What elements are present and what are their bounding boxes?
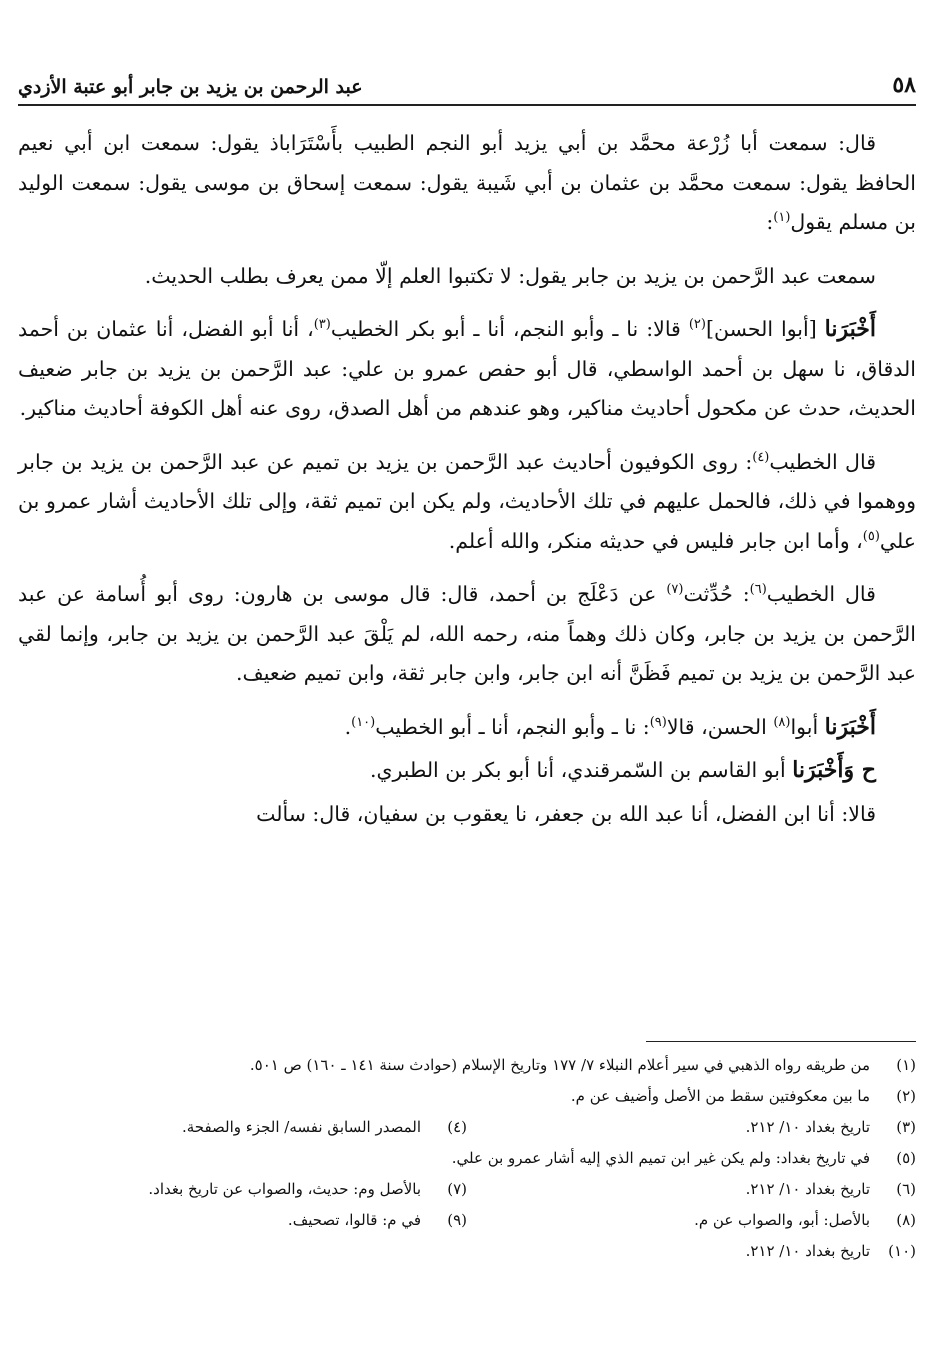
footnotes	[18, 1050, 916, 1267]
footnote-9: (٩) في م: قالوا، تصحيف.	[287, 1211, 467, 1229]
footnote-ref[interactable]: (١)	[773, 210, 791, 226]
footnote-ref[interactable]: (٦)	[749, 582, 767, 598]
page-number: ٥٨	[892, 72, 916, 98]
main-text	[18, 124, 916, 848]
page-header	[18, 58, 916, 106]
footnote-7: (٧) بالأصل وم: حديث، والصواب عن تاريخ بغداد.	[148, 1180, 467, 1198]
footnote-row	[18, 1205, 916, 1236]
footnote-row	[18, 1143, 916, 1174]
running-title: عبد الرحمن بن يزيد بن جابر أبو عتبة الأزدي	[18, 76, 363, 98]
footnote-row	[18, 1174, 916, 1205]
footnote-row	[18, 1236, 916, 1267]
footnote-separator	[646, 1041, 916, 1042]
footnote-10: (١٠) تاريخ بغداد ١٠/ ٢١٢.	[745, 1242, 916, 1260]
footnote-4: (٤) المصدر السابق نفسه/ الجزء والصفحة.	[181, 1118, 467, 1136]
footnote-ref[interactable]: (٣)	[313, 317, 331, 333]
footnote-3: (٣) تاريخ بغداد ١٠/ ٢١٢.	[745, 1118, 916, 1136]
footnote-ref[interactable]: (٤)	[752, 449, 770, 465]
footnote-ref[interactable]: (٨)	[773, 714, 791, 730]
paragraph: قال الخطيب$^{(٦)}$: حُدِّثت$^{(٧)}$ عن دَعْلَج بن أحمد، قال: قال موسى بن هارون: روى أبو أُسامة عن عبد الرَّحمن بن يزيد بن جابر، وكان ذلك وهماً منه، رحمه الله، لم يَلْقَ عبد الرَّحمن بن يزيد بن جابر، وإنما لقي عبد الرَّحمن بن يزيد بن تميم فَظَنَّ أنه ابن جابر، وابن جابر ثقة، وابن تميم ضعيف.	[18, 582, 916, 685]
footnote-2: (٢) ما بين معكوفتين سقط من الأصل وأضيف عن م.	[570, 1087, 916, 1105]
footnote-1: (١) من طريقه رواه الذهبي في سير أعلام النبلاء ٧/ ١٧٧ وتاريخ الإسلام (حوادث سنة ١٤١ ـ ١٦٠) ص ٥٠١.	[249, 1056, 916, 1074]
paragraph: ح وَأَخْبَرَنا أبو القاسم بن السّمرقندي، أنا أبو بكر بن الطبري.	[369, 757, 876, 783]
footnote-ref[interactable]: (٢)	[688, 317, 706, 333]
paragraph: قال: سمعت أبا زُرْعة محمَّد بن أبي يزيد أبو النجم الطبيب بأَسْتَرَاباذ يقول: سمعت ابن أبي نعيم الحافظ يقول: سمعت محمَّد بن عثمان بن أبي شَيبة يقول: سمعت إسحاق بن موسى يقول: سمعت الوليد بن مسلم يقول$^{(١)}$:	[18, 131, 916, 234]
paragraph: أَخْبَرَنا [أبوا الحسن]$^{(٢)}$ قالا: نا ـ وأبو النجم، أنا ـ أبو بكر الخطيب$^{(٣)}$، أنا أبو الفضل، أنا عثمان بن أحمد الدقاق، نا سهل بن أحمد الواسطي، قال أبو حفص عمرو بن علي: عبد الرَّحمن بن يزيد بن جابر ضعيف الحديث، حدث عن مكحول أحاديث مناكير، وهو عندهم من أهل الصدق، روى عنه أهل الكوفة أحاديث مناكير.	[18, 316, 916, 420]
footnote-ref[interactable]: (٧)	[666, 582, 684, 598]
footnote-row	[18, 1112, 916, 1143]
keyword-ha-akhbarana: ح وَأَخْبَرَنا	[792, 757, 876, 783]
footnote-8: (٨) بالأصل: أبو، والصواب عن م.	[694, 1211, 916, 1229]
paragraph: قالا: أنا ابن الفضل، أنا عبد الله بن جعفر، نا يعقوب بن سفيان، قال: سألت	[256, 801, 876, 826]
footnote-row	[18, 1050, 916, 1081]
footnote-row	[18, 1081, 916, 1112]
footnote-5: (٥) في تاريخ بغداد: ولم يكن غير ابن تميم الذي إليه أشار عمرو بن علي.	[451, 1149, 916, 1167]
footnote-ref[interactable]: (٥)	[862, 528, 880, 544]
keyword-akhbarana: أَخْبَرَنا	[824, 316, 876, 342]
footnote-ref[interactable]: (٩)	[649, 714, 667, 730]
paragraph: سمعت عبد الرَّحمن بن يزيد بن جابر يقول: لا تكتبوا العلم إلّا ممن يعرف بطلب الحديث.	[144, 263, 876, 288]
paragraph: أَخْبَرَنا أبوا$^{(٨)}$ الحسن، قالا$^{(٩)}$: نا ـ وأبو النجم، أنا ـ أبو الخطيب$^{(١٠)}$.	[344, 713, 876, 740]
paragraph: قال الخطيب$^{(٤)}$: روى الكوفيون أحاديث عبد الرَّحمن بن يزيد بن تميم عن عبد الرَّحمن بن يزيد بن جابر ووهموا في ذلك، فالحمل عليهم في تلك الأحاديث، ولم يكن ابن تميم ثقة، وإلى تلك الأحاديث أشار عمرو بن علي$^{(٥)}$، وأما ابن جابر فليس في حديثه منكر، والله أعلم.	[18, 449, 916, 553]
keyword-akhbarana: أَخْبَرَنا	[824, 713, 876, 740]
footnote-ref[interactable]: (١٠)	[351, 714, 376, 730]
footnote-6: (٦) تاريخ بغداد ١٠/ ٢١٢.	[745, 1180, 916, 1198]
